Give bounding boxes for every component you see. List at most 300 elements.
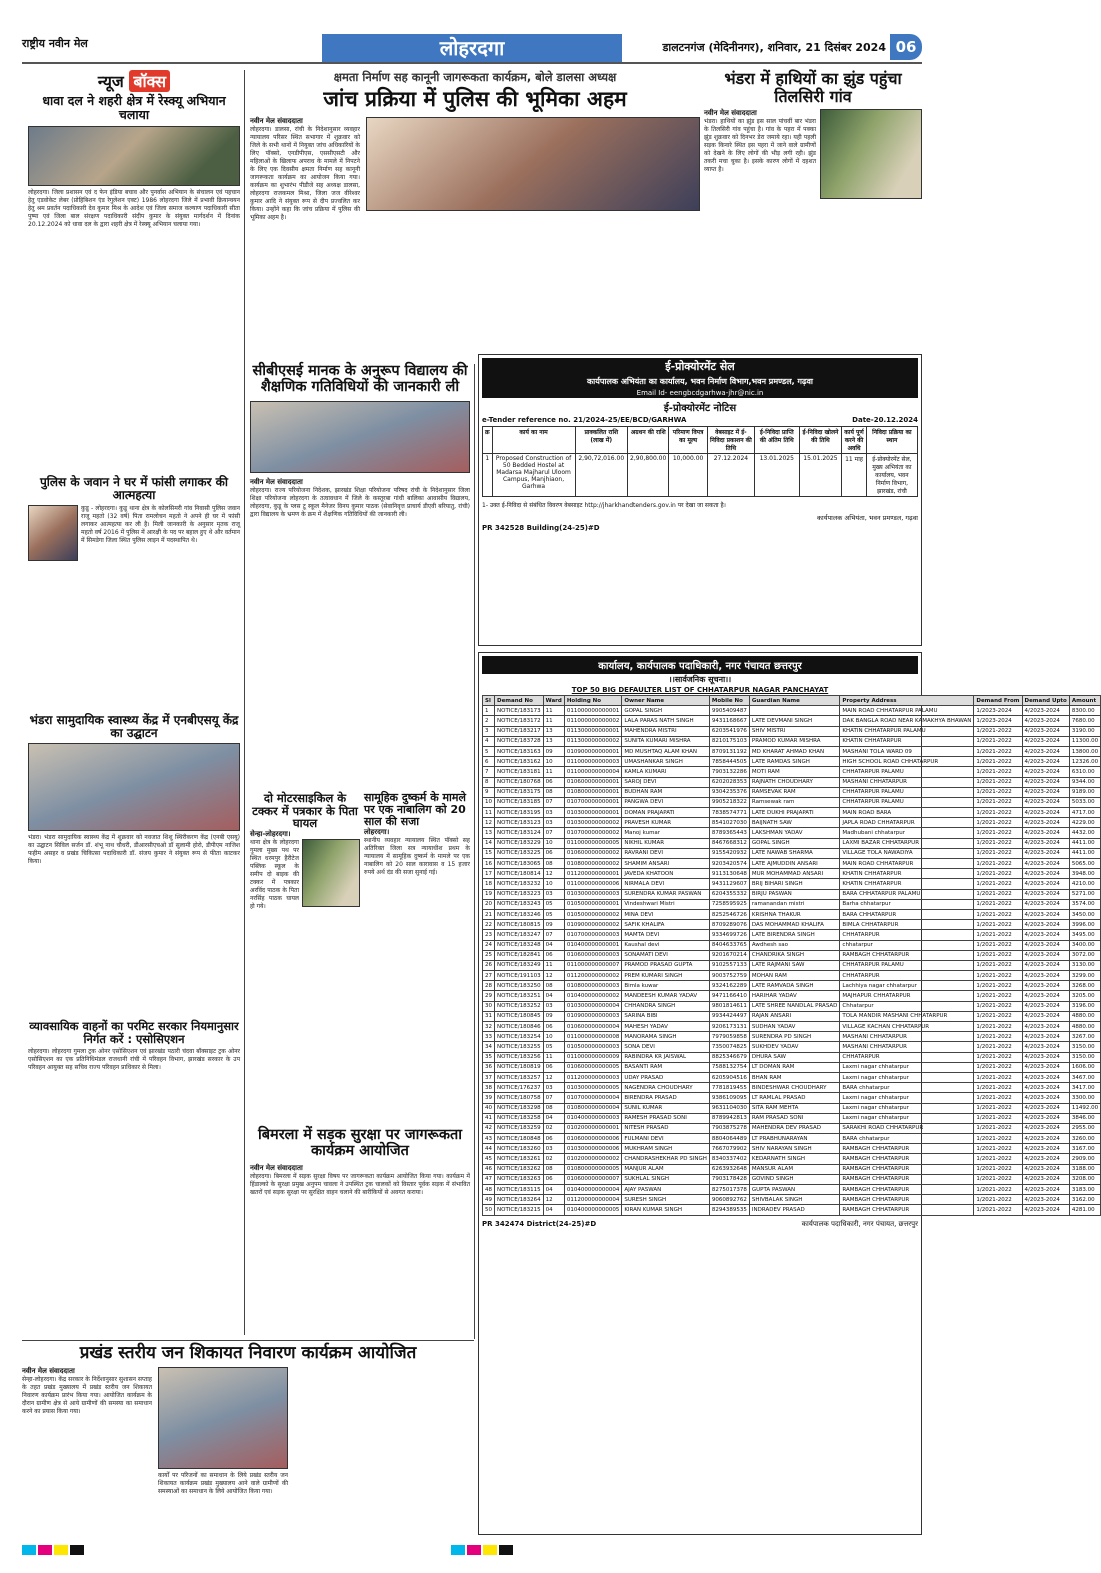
demand-cell: chhatarpur [840,940,974,950]
demand-cell: MUR MOHAMMAD ANSARI [749,869,840,879]
demand-cell: SUDHAN YADAV [749,1022,840,1032]
demand-cell: 1/2021-2022 [974,838,1022,848]
demand-cell: 010400000000002 [564,991,622,1001]
demand-cell: 02 [543,1123,564,1133]
table-row [483,859,1101,869]
demand-cell: JAVEDA KHATOON [622,869,710,879]
demand-cell: 011300000000001 [564,726,622,736]
tender-signature: कार्यपालक अभियंता, भवन प्रमण्डल, गढ़वा [817,514,918,522]
demand-cell: BASANTI RAM [622,1062,710,1072]
main-kicker: क्षमता निर्माण सह कानूनी जागरूकता कार्यक्रम, बोले डालसा अध्यक्ष [333,70,617,84]
accident-story [250,792,360,1122]
demand-cell: 4432.00 [1069,828,1100,838]
demand-cell: 39 [483,1093,495,1103]
demand-cell: 13800.00 [1069,746,1100,756]
demand-cell: 31 [483,1011,495,1021]
tender-date: Date-20.12.2024 [852,416,918,424]
tender-cell: Proposed Construction of 50 Bedded Hostel at Madarsa Majharul Uloom Campus, Manjhiaon, Garhwa [492,454,575,497]
demand-cell: BARA chhatarpur [840,1134,974,1144]
demand-cell: LATE DEVMANI SINGH [749,716,840,726]
demand-cell: 010700000000004 [564,1093,622,1103]
ndc-body: भंडरा। भंडरा सामुदायिक स्वास्थ्य केंद्र में शुक्रवार को नवजात शिशु स्थिरीकरण केंद्र (एनबी एसयू) का उद्घाटन सिविल सर्जन डॉ. शंभू नाथ चौधरी, डीआरसीएचओ डॉ सुलामी होरो, डीपीएम नाजिश फहीम असहर व प्रखंड चिकित्सा पदाधिकारी डॉ. संजय कुमार ने संयुक्त रूप से फीता काटकर किया। [28,834,240,866]
demand-cell: 3299.00 [1069,971,1100,981]
demand-cell: 2 [483,716,495,726]
demand-cell: 010500000000003 [564,1042,622,1052]
police-body: कुडू - लोहरदगा। कुडू थाना क्षेत्र के कोलसिमरी गांव निवासी पुलिस जवान राजू महतो (32 वर्ष) पिता रामलोचन महतो ने अपने ही घर में फांसी लगाकर आत्महत्या कर ली है। मिली जानकारी के अनुसार मृतक राजू महतो वर्ष 2016 में पुलिस में आरक्षी के पद पर बहाल हुए थे और वर्तमान में सिमडेगा जिला स्थित पुलिस लाइन में पदस्थापित थे। [81,505,240,545]
demand-cell: 3400.00 [1069,940,1100,950]
table-row [483,971,1101,981]
demand-cell: 8300.00 [1069,706,1100,716]
demand-header-cell: Owner Name [622,696,710,706]
demand-list-title: TOP 50 BIG DEFAULTER LIST OF CHHATARPUR NAGAR PANCHAYAT [571,686,829,694]
demand-cell: 7858444505 [709,757,749,767]
demand-cell: 7667079902 [709,1144,749,1154]
column-rule [244,70,245,1335]
demand-cell: Manoj kumar [622,828,710,838]
demand-cell: KHATIN CHHATARPUR PALAMU [840,726,974,736]
demand-cell: MANDEESH KUMAR YADAV [622,991,710,1001]
demand-cell: 47 [483,1174,495,1184]
tender-notice-title: ई-प्रोक्योरमेंट नोटिस [663,403,737,414]
demand-cell: VILLAGE TOLA NAWADIYA [840,848,974,858]
demand-cell: 3072.00 [1069,950,1100,960]
demand-cell: 4/2023-2024 [1022,848,1069,858]
demand-cell: 30 [483,1001,495,1011]
demand-cell: LATE RAJMANI SAW [749,960,840,970]
demand-header-cell: Holding No [564,696,622,706]
demand-cell: 6202028353 [709,777,749,787]
demand-cell: SHIV MISTRI [749,726,840,736]
demand-cell: 4/2023-2024 [1022,909,1069,919]
demand-cell: FULMANI DEVI [622,1134,710,1144]
demand-cell: 1/2021-2022 [974,726,1022,736]
demand-cell: 1/2021-2022 [974,797,1022,807]
demand-cell: NOTICE/180768 [495,777,544,787]
demand-cell: CHANDRASHEKHAR PD SINGH [622,1154,710,1164]
demand-cell: 04 [543,1185,564,1195]
demand-cell: 10 [543,838,564,848]
demand-cell: 7 [483,767,495,777]
demand-header-cell: Sl [483,696,495,706]
demand-cell: 7680.00 [1069,716,1100,726]
demand-cell: NOTICE/183250 [495,981,544,991]
demand-cell: 1/2021-2022 [974,879,1022,889]
demand-cell: 26 [483,960,495,970]
demand-cell: 011000000000009 [564,1052,622,1062]
school-headline: सीबीएसई मानक के अनुरूप विद्यालय की शैक्षणिक गतिविधियों की जानकारी ली [252,363,468,395]
demand-cell: SARAKHI ROAD CHHATARPUR [840,1123,974,1133]
demand-cell: BHAN RAM [749,1072,840,1082]
demand-cell: DAS MOHAMMAD KHALIFA [749,920,840,930]
demand-notice [478,652,1099,1535]
table-row [483,899,1101,909]
demand-cell: 1606.00 [1069,1062,1100,1072]
demand-cell: 1/2021-2022 [974,1001,1022,1011]
demand-cell: 4/2023-2024 [1022,940,1069,950]
demand-cell: 4/2023-2024 [1022,960,1069,970]
demand-cell: 9201670214 [709,950,749,960]
demand-cell: 33 [483,1032,495,1042]
demand-cell: 011000000000001 [564,706,622,716]
demand-cell: 6204355332 [709,889,749,899]
demand-cell: CHHATARPUR PALAMU [840,960,974,970]
demand-cell: 010600000000002 [564,848,622,858]
demand-cell: 4/2023-2024 [1022,1185,1069,1195]
demand-cell: 011000000000007 [564,960,622,970]
demand-cell: 4717.00 [1069,808,1100,818]
demand-cell: 37 [483,1072,495,1082]
demand-cell: 12 [543,869,564,879]
demand-cell: 4/2023-2024 [1022,1154,1069,1164]
tender-cell: 10,000.00 [669,454,708,497]
demand-cell: 3208.00 [1069,1174,1100,1184]
demand-cell: 5271.00 [1069,889,1100,899]
demand-cell: 06 [543,1062,564,1072]
demand-cell: 9386109095 [709,1093,749,1103]
demand-cell: CHANDRIKA SINGH [749,950,840,960]
demand-cell: LATE AJMUDDIN ANSARI [749,859,840,869]
table-row [483,1123,1101,1133]
tender-cell: 1 [483,454,493,497]
demand-cell: 8 [483,777,495,787]
tender-cell: 2,90,72,016.00 [575,454,628,497]
demand-cell: 8709131192 [709,746,749,756]
demand-cell: 9631104030 [709,1103,749,1113]
demand-cell: 1/2023-2024 [974,716,1022,726]
demand-cell: 011000000000004 [564,767,622,777]
demand-cell: 010800000000003 [564,981,622,991]
demand-header-cell: Amount [1069,696,1100,706]
demand-cell: RAMBAGH CHHATARPUR [840,1205,974,1215]
demand-cell: MAHENDRA MISTRI [622,726,710,736]
demand-cell: NOTICE/191103 [495,971,544,981]
court-body: स्थानीय व्यवहार न्यायालय स्थित पॉक्सो सह अतिरिक्त जिला सत्र न्यायाधीश प्रथम के न्यायालय में सामूहिक दुष्कर्म के मामले पर एक नाबालिग को 20 साल कारावास व 15 हजार रुपये अर्थ दंड की सजा सुनाई गई। [364,837,470,877]
demand-cell: 4/2023-2024 [1022,1042,1069,1052]
demand-cell: NOTICE/183181 [495,767,544,777]
demand-cell: KRISHNA THAKUR [749,909,840,919]
demand-cell: 4281.00 [1069,1205,1100,1215]
school-body: लोहरदगा। राज्य परियोजना निदेशक, झारखंड शिक्षा परियोजना परिषद रांची के निदेशानुसार जिला शिक्षा परियोजना लोहरदगा के तत्वावधान में जिले के कस्तूरबा गांधी बालिका आवासीय विद्यालय, लोहरदगा, कुडू के प्लस टू स्कूल मैनेजर विनय कुमार पाठक (सेवानिवृत्त प्राचार्य डीएवी बरियातु, रांची) द्वारा विद्यालय के भ्रमण के क्रम में शैक्षणिक गतिविधियों की जानकारी ली। [250,486,470,518]
demand-cell: LAKSHMAN YADAV [749,828,840,838]
demand-cell: 11300.00 [1069,736,1100,746]
elephant-headline: भंडरा में हाथियों का झुंड पहुंचा तिलसिरी गांव [724,69,902,106]
grievance-headline: प्रखंड स्तरीय जन शिकायत निवारण कार्यक्रम आयोजित [79,1343,417,1363]
news-box-badge: बॉक्स [129,70,170,92]
demand-cell: 1/2021-2022 [974,1022,1022,1032]
demand-cell: 3948.00 [1069,869,1100,879]
news-box-photo [28,126,240,186]
demand-cell: CHHATARPUR [840,971,974,981]
demand-cell: 010800000000001 [564,787,622,797]
demand-cell: 4/2023-2024 [1022,716,1069,726]
demand-cell: 4/2023-2024 [1022,1144,1069,1154]
demand-subtitle: ।।सार्वजनिक सूचना।। [668,675,732,684]
tender-email: Email Id- eengbcdgarhwa-jhr@nic.in [482,388,918,398]
demand-cell: KAMLA KUMARI [622,767,710,777]
vehicle-headline: व्यावसायिक वाहनों का परमिट सरकार नियमानुसार निर्गत करें : एसोसिएशन [29,1019,239,1046]
demand-cell: NOTICE/183263 [495,1174,544,1184]
demand-cell: 06 [543,1174,564,1184]
demand-cell: UMASHANKAR SINGH [622,757,710,767]
demand-cell: 4/2023-2024 [1022,706,1069,716]
demand-cell: NOTICE/183162 [495,757,544,767]
demand-cell: 29 [483,991,495,1001]
demand-cell: DOMAN PRAJAPATI [622,808,710,818]
demand-cell: PRAMOD PRASAD GUPTA [622,960,710,970]
demand-cell: 3188.00 [1069,1164,1100,1174]
demand-cell: 4/2023-2024 [1022,757,1069,767]
grievance-body: सेन्हा-लोहरदगा। केंद्र सरकार के निर्देशानुसार सुशासन सप्ताह के तहत प्रखंड मुख्यालय में प्रखंड स्तरीय जन शिकायत निवारण कार्यक्रम प्रारंभ किया गया। आयोजित कार्यक्रम के दौरान ग्रामीण क्षेत्र से आये ग्रामीणों की समस्या का समाधान करने का प्रयास किया गया। [22,1375,152,1415]
demand-cell: RAMBAGH CHHATARPUR [840,1185,974,1195]
table-row [483,920,1101,930]
table-row [483,1154,1101,1164]
demand-cell: 3 [483,726,495,736]
demand-cell: 7588132754 [709,1062,749,1072]
demand-cell: 36 [483,1062,495,1072]
demand-cell: 1/2021-2022 [974,899,1022,909]
demand-cell: LT RAMLAL PRASAD [749,1093,840,1103]
demand-cell: 38 [483,1083,495,1093]
demand-cell: BRIJ BIHARI SINGH [749,879,840,889]
demand-cell: 12326.00 [1069,757,1100,767]
demand-cell: Laxmi nagar chhatarpur [840,1093,974,1103]
demand-cell: 010200000000001 [564,1123,622,1133]
demand-cell: 45 [483,1154,495,1164]
demand-cell: 8252546726 [709,909,749,919]
demand-cell: 1/2021-2022 [974,971,1022,981]
demand-cell: 1/2021-2022 [974,1164,1022,1174]
demand-cell: 12 [543,1195,564,1205]
tender-cell: ई-प्रोक्योरमेंट सेल, मुख्य अभियंता का कार्यालय, भवन निर्माण विभाग, झारखंड, रांची [866,454,917,497]
demand-cell: Bimla kuwar [622,981,710,991]
demand-cell: 9203420574 [709,859,749,869]
table-row [483,848,1101,858]
demand-cell: 8789942813 [709,1113,749,1123]
demand-header-cell: Demand Upto [1022,696,1069,706]
demand-cell: PRAMOD KUMAR MISHRA [749,736,840,746]
demand-cell: 1/2021-2022 [974,1154,1022,1164]
demand-cell: 1 [483,706,495,716]
demand-cell: 3190.00 [1069,726,1100,736]
demand-cell: 3196.00 [1069,1001,1100,1011]
demand-title: कार्यालय, कार्यपालक पदाधिकारी, नगर पंचायत छत्तरपुर [482,656,918,674]
demand-cell: NOTICE/183255 [495,1042,544,1052]
demand-cell: 9324162289 [709,981,749,991]
page-number: 06 [890,34,922,60]
grievance-byline: नवीन मेल संवाददाता [22,1366,75,1375]
demand-cell: GOPAL SINGH [622,706,710,716]
demand-cell: GUPTA PASWAN [749,1185,840,1195]
ndc-headline: भंडरा सामुदायिक स्वास्थ्य केंद्र में एनबीएसयू केंद्र का उद्घाटन [29,713,239,741]
demand-cell: 4/2023-2024 [1022,1113,1069,1123]
demand-cell: BIRJU PASWAN [749,889,840,899]
tender-header-cell: निविदा प्रक्रिया का स्थान [866,427,917,454]
demand-cell: DHURA SAW [749,1052,840,1062]
table-row [483,1072,1101,1082]
demand-cell: 9189.00 [1069,787,1100,797]
tender-ref: e-Tender reference no. 21/2024-25/EE/BCD/GARHWA [482,416,687,424]
demand-cell: SUKHDEV YADAV [749,1042,840,1052]
demand-cell: 3205.00 [1069,991,1100,1001]
demand-cell: SURENDRA PD SINGH [749,1032,840,1042]
table-row [483,960,1101,970]
demand-cell: NAGENDRA CHOUDHARY [622,1083,710,1093]
demand-cell: NOTICE/183115 [495,1185,544,1195]
demand-cell: 9905409487 [709,706,749,716]
tender-cell: 11 माह [842,454,866,497]
demand-cell: NOTICE/176237 [495,1083,544,1093]
vehicle-story [28,1020,240,1330]
demand-cell: 08 [543,1103,564,1113]
demand-cell: 1/2021-2022 [974,767,1022,777]
demand-cell: 1/2021-2022 [974,1062,1022,1072]
demand-cell: 7979059858 [709,1032,749,1042]
demand-signature: कार्यपालक पदाधिकारी, नगर पंचायत, छत्तरपुर [801,1219,918,1228]
table-row [483,1062,1101,1072]
demand-cell: 9 [483,787,495,797]
grievance-body-continued [294,1367,474,1517]
vehicle-body: लोहरदगा। लोहरदगा गुमला ट्रक ओनर एसोसिएशन एवं झारखंड पठारी चंदवा बॉक्साइट ट्रक ओनर एसोसिएशन का एक प्रतिनिधिमंडल राजधानी रांची में परिवहन विभाग, झारखंड सरकार के उप परिवहन आयुक्त सह सचिव राज्य परिवहन प्राधिकार से मिला। [28,1048,240,1072]
demand-cell: SUNITA KUMARI MISHRA [622,736,710,746]
demand-cell: TOLA MANDIR MASHANI CHHATARPUR [840,1011,974,1021]
demand-cell: 1/2021-2022 [974,1205,1022,1215]
demand-cell: GOPAL SINGH [749,838,840,848]
table-row [483,767,1101,777]
demand-cell: 11 [543,1052,564,1062]
demand-cell: 011000000000002 [564,716,622,726]
demand-cell: LALA PARAS NATH SINGH [622,716,710,726]
demand-header-cell: Mobile No [709,696,749,706]
demand-cell: 07 [543,828,564,838]
accident-headline: दो मोटरसाइकिल के टक्कर में पत्रकार के पिता घायल [252,791,358,831]
table-row [483,1113,1101,1123]
demand-cell: SHIV NARAYAN SINGH [749,1144,840,1154]
demand-cell: 11 [483,808,495,818]
demand-cell: 9102557133 [709,960,749,970]
demand-cell: 010900000000002 [564,920,622,930]
demand-cell: 04 [543,1113,564,1123]
demand-cell: 1/2021-2022 [974,1032,1022,1042]
news-box-body: लोहरदगा। जिला प्रशासन एवं द फेन इंडिया बचाव और पुनर्वास अभियान के संचालन एवं पहचान हेतु एडवोकेट लेबर (प्रोहिबिशन एंड रेगुलेशन एक्ट) 1986 लोहरदगा जिले में प्रभावी क्रियान्वयन हेतु श्रम प्रवर्तन पदाधिकारी देव कुमार मिश्र के आदेश एवं जिला समाज कल्याण पदाधिकारी सीता पुष्पा एवं जिला बाल संरक्षण पदाधिकारी संदीप कुमार के संयुक्त मार्गदर्शन में दिनांक 20.12.2024 को धावा दल के द्वारा शहरी क्षेत्र में रेस्क्यू अभियान चलाया गया। [28,188,240,228]
tender-cell: 13.01.2025 [754,454,799,497]
demand-cell: 010800000000002 [564,859,622,869]
news-box [28,70,240,450]
demand-cell: 2909.00 [1069,1154,1100,1164]
elephant-photo [820,109,922,199]
tender-header-cell: क्र [483,427,493,454]
table-row [483,1103,1101,1113]
demand-cell: 46 [483,1164,495,1174]
demand-cell: Lachhiya nagar chhatarpur [840,981,974,991]
demand-cell: 9334699726 [709,930,749,940]
demand-cell: RAJNATH CHOUDHARY [749,777,840,787]
table-row [483,1011,1101,1021]
demand-cell: LATE NAWAB SHARMA [749,848,840,858]
table-row [483,1195,1101,1205]
demand-cell: 11 [543,960,564,970]
elephant-body: भंडरा। हाथियों का झुंड इस साल पांचवीं बार भंडरा के तिलसिरी गांव पहुंचा है। गांव के पहरा में पक्का झुंड शुक्रवार को दिनभर डेरा जमाये रहा। यही पहली सड़क किनारे स्थित इस पहरा में जाने वाले ग्रामीणों को देखने के लिए लोगों की भीड़ लगी रही। झुंड तकरी मचा चुका है। इसके कारण लोगों में दहशत व्याप्त है। [704,118,816,174]
demand-cell: 9155420932 [709,848,749,858]
demand-cell: 9113130648 [709,869,749,879]
demand-cell: MASHANI CHHATARPUR [840,777,974,787]
demand-cell: 4/2023-2024 [1022,1011,1069,1021]
demand-cell: NOTICE/183223 [495,889,544,899]
demand-cell: ramanandan mistri [749,899,840,909]
demand-cell: 04 [543,991,564,1001]
demand-cell: 5065.00 [1069,859,1100,869]
demand-cell: PRAVESH KUMAR [622,818,710,828]
demand-cell: 7903178428 [709,1174,749,1184]
demand-cell: CHHATARPUR PALAMU [840,787,974,797]
demand-cell: 1/2021-2022 [974,859,1022,869]
demand-cell: 1/2021-2022 [974,1113,1022,1123]
tender-pr: PR 342528 Building(24-25)#D [482,524,600,532]
demand-cell: NOTICE/183261 [495,1154,544,1164]
demand-cell: 11 [543,716,564,726]
demand-cell: 3996.00 [1069,920,1100,930]
demand-cell: 1/2023-2024 [974,706,1022,716]
demand-cell: 4/2023-2024 [1022,859,1069,869]
demand-cell: PREM KUMARI SINGH [622,971,710,981]
demand-cell: 9934424497 [709,1011,749,1021]
table-row [483,869,1101,879]
demand-cell: 010700000000002 [564,828,622,838]
demand-cell: 03 [543,1001,564,1011]
demand-cell: SONAMATI DEVI [622,950,710,960]
demand-cell: 10 [543,757,564,767]
demand-cell: 4/2023-2024 [1022,1083,1069,1093]
demand-cell: NOTICE/183173 [495,706,544,716]
demand-cell: 6263932648 [709,1164,749,1174]
demand-cell: 2955.00 [1069,1123,1100,1133]
demand-cell: 3260.00 [1069,1134,1100,1144]
demand-cell: CHHATARPUR PALAMU [840,767,974,777]
demand-cell: 011200000000003 [564,1072,622,1082]
tender-notes: 1- उक्त ई-निविदा से संबंधित विवरण वेबसाइट http://jharkhandtenders.gov.in पर देखा जा सकता है। [482,502,726,509]
tender-table [482,426,918,497]
demand-cell: 4/2023-2024 [1022,1022,1069,1032]
demand-cell: 011000000000008 [564,1032,622,1042]
elephant-byline: नवीन मेल संवाददाता [704,109,757,118]
demand-cell: 23 [483,930,495,940]
demand-cell: NOTICE/183728 [495,736,544,746]
demand-cell: 10 [483,797,495,807]
demand-cell: 03 [543,818,564,828]
demand-cell: 1/2021-2022 [974,960,1022,970]
demand-cell: MANJUR ALAM [622,1164,710,1174]
demand-cell: 03 [543,889,564,899]
demand-cell: 1/2021-2022 [974,787,1022,797]
demand-cell: 4/2023-2024 [1022,899,1069,909]
accident-photo [302,839,360,907]
tender-cell: 15.01.2025 [799,454,842,497]
demand-cell: NOTICE/183243 [495,899,544,909]
demand-cell: 1/2021-2022 [974,818,1022,828]
demand-cell: RAMBAGH CHHATARPUR [840,950,974,960]
demand-cell: 11492.00 [1069,1103,1100,1113]
demand-cell: KHATIN CHHATARPUR [840,879,974,889]
demand-cell: 13 [483,828,495,838]
demand-cell: SHAMIM ANSARI [622,859,710,869]
table-row [483,706,1101,716]
demand-cell: 010600000000006 [564,1134,622,1144]
table-row [483,736,1101,746]
demand-cell: 9206173131 [709,1022,749,1032]
demand-cell: 010400000000001 [564,940,622,950]
demand-cell: MOHAN RAM [749,971,840,981]
demand-cell: 4/2023-2024 [1022,879,1069,889]
demand-cell: 1/2021-2022 [974,1052,1022,1062]
